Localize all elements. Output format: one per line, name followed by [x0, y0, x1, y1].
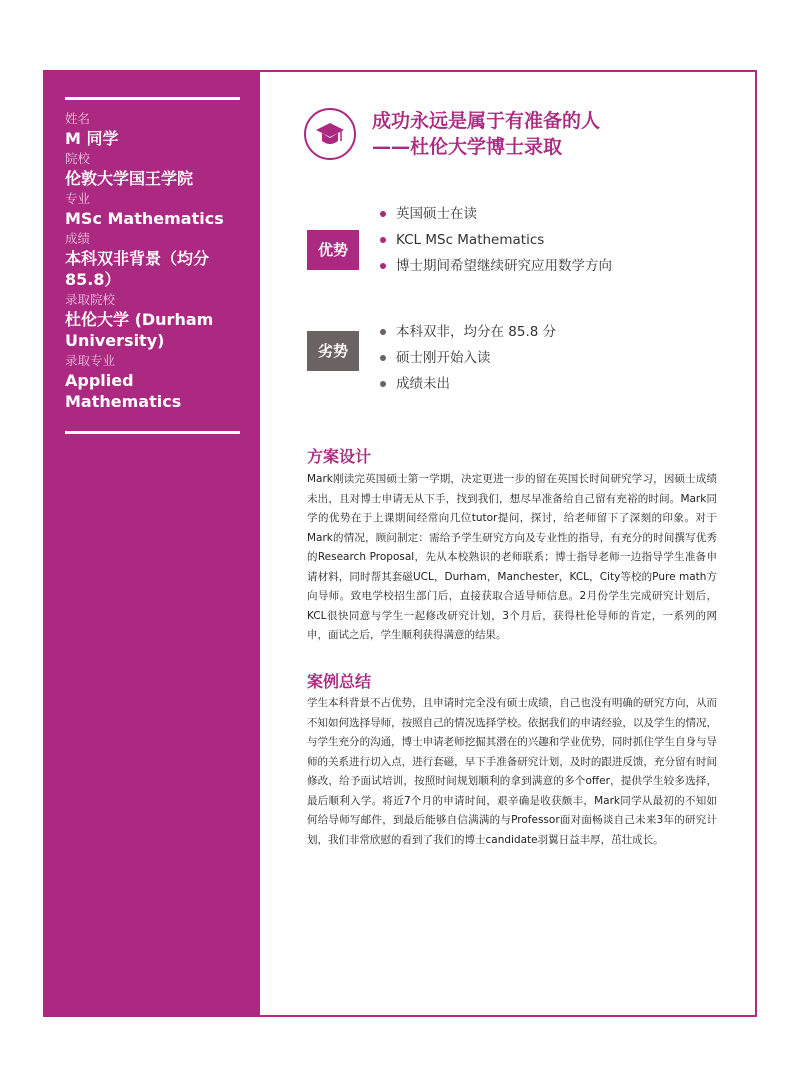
- graduation-cap-icon: [304, 108, 356, 160]
- bullet-icon: [380, 263, 386, 269]
- plan-body: Mark刚读完英国硕士第一学期，决定更进一步的留在英国长时间研究学习，因硕士成绩未出，且对博士申请无从下手，找到我们，想尽早准备给自己留有充裕的时间。Mark同学的优势在于上课期间经常向几位tutor提问，探讨，给老师留下了深刻的印象。对于Mark的情况，顾问制定：需给予学生研究方向及专业性的指导，有充分的时间撰写优秀的Research Proposal，先从本校熟识的老师联系；博士指导老师一边指导学生准备申请材料，同时帮其套磁UCL，Durham，Manchester，KCL，City等校的Pure math方向导师。致电学校招生部门后，直接获取合适导师信息。2月份学生完成研究计划后，KCL很快同意与学生一起修改研究计划，3个月后，获得杜伦导师的肯定，一系列的网申，面试之后，学生顺利获得满意的结果。: [307, 473, 717, 641]
- title-line2: ——杜伦大学博士录取: [372, 136, 563, 158]
- score-label: 成绩: [65, 231, 91, 246]
- bullet-icon: [380, 355, 386, 361]
- list-item: 本科双非，均分在 85.8 分: [380, 319, 556, 345]
- disadvantages-tag: 劣势: [307, 331, 359, 371]
- admit-school-value: 杜伦大学 (Durham University): [65, 310, 214, 350]
- profile-fields: [65, 110, 250, 413]
- name-value: M 同学: [65, 129, 119, 148]
- sidebar-top-rule: [65, 97, 240, 100]
- bullet-icon: [380, 211, 386, 217]
- list-item: 硕士刚开始入读: [380, 345, 556, 371]
- list-item: 博士期间希望继续研究应用数学方向: [380, 253, 612, 279]
- major-value: MSc Mathematics: [65, 209, 224, 228]
- advantages-list: [380, 201, 612, 279]
- bullet-icon: [380, 329, 386, 335]
- page-title: [372, 108, 600, 160]
- list-item: 英国硕士在读: [380, 201, 612, 227]
- bullet-icon: [380, 237, 386, 243]
- list-item: 成绩未出: [380, 371, 556, 397]
- admit-school-label: 录取院校: [65, 292, 116, 307]
- sidebar-bottom-rule: [65, 431, 240, 434]
- major-label: 专业: [65, 191, 91, 206]
- admit-major-value: Applied Mathematics: [65, 371, 182, 411]
- summary-body: 学生本科背景不占优势，且申请时完全没有硕士成绩，自己也没有明确的研究方向，从而不知如何选择导师，按照自己的情况选择学校。依据我们的申请经验，以及学生的情况，与学生充分的沟通，博士申请老师挖掘其潜在的兴趣和学业优势，同时抓住学生自身与导师的关系进行切入点，进行套磁，早下手准备研究计划，及时的跟进反馈，充分留有时间修改，给予面试培训，按照时间规划顺利的拿到满意的多个offer，提供学生较多选择，最后顺利入学。将近7个月的申请时间，艰辛确是收获颇丰，Mark同学从最初的不知如何给导师写邮件，到最后能够自信满满的与Professor面对面畅谈自己未来3年的研究计划，我们非常欣慰的看到了我们的博士candidate羽翼日益丰厚，茁壮成长。: [307, 697, 717, 846]
- list-item: KCL MSc Mathematics: [380, 227, 612, 253]
- disadvantages-list: [380, 319, 556, 397]
- bullet-icon: [380, 381, 386, 387]
- title-line1: 成功永远是属于有准备的人: [372, 110, 601, 132]
- school-value: 伦敦大学国王学院: [65, 169, 194, 188]
- name-label: 姓名: [65, 111, 91, 126]
- score-value: 本科双非背景（均分85.8）: [65, 249, 210, 289]
- profile-sidebar: [43, 70, 260, 1017]
- admit-major-label: 录取专业: [65, 353, 116, 368]
- advantages-tag: 优势: [307, 230, 359, 270]
- summary-heading: 案例总结: [307, 672, 372, 691]
- school-label: 院校: [65, 151, 91, 166]
- plan-heading: 方案设计: [307, 447, 372, 466]
